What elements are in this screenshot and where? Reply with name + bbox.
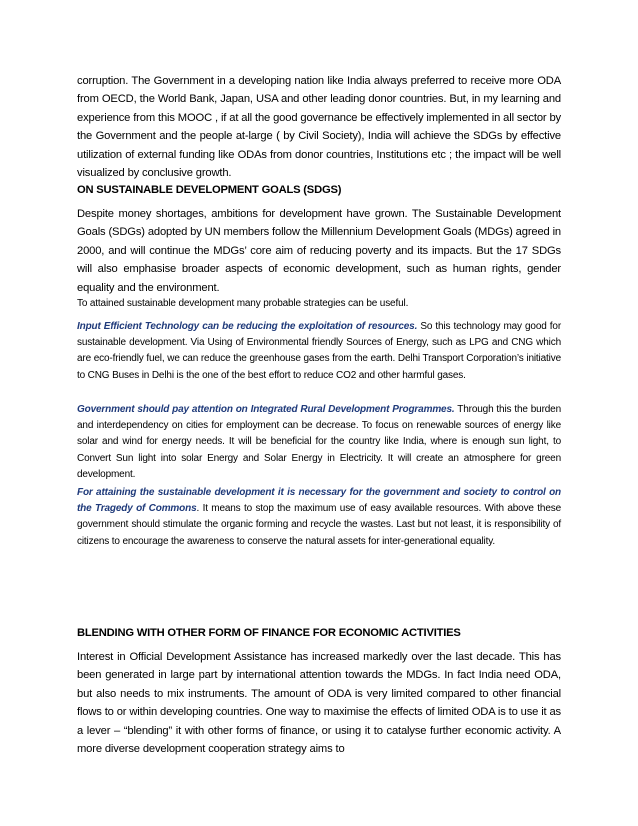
strategy-1-lead: Input Efficient Technology can be reducing the exploitation of resources.	[77, 321, 418, 332]
strategy-paragraph-1	[77, 319, 561, 384]
strategy-paragraph-3	[77, 485, 561, 550]
strategy-2-lead: Government should pay attention on Integrated Rural Development Programmes.	[77, 404, 455, 415]
intro-paragraph: corruption. The Government in a developing nation like India always preferred to receive more ODA from OECD, the World Bank, Japan, USA and other leading donor countries. But, in my learning and experience from this MOOC , if at all the good governance be effectively implemented in all sector by the Government and the people at-large ( by Civil Society), India will achieve the SDGs by effective utilization of external funding like ODAs from donor countries, Institutions etc ; the impact will be well visualized by conclusive growth.	[77, 75, 561, 180]
strategy-3-lead: For attaining the sustainable development it is necessary for the government and society to control on the Tragedy of Commons	[77, 487, 561, 515]
section-heading-sdgs: ON SUSTAINABLE DEVELOPMENT GOALS (SDGS)	[77, 184, 342, 196]
strategy-2-body: Through this the burden and interdependency on cities for employment can be decrease. To focus on renewable sources of energy like solar and wind for energy needs. It will be beneficial for the country like India, where is enough sun light, to Convert Sun light into solar Energy and Solar Energy in Electricity. It will create an atmosphere for green development.	[77, 404, 561, 480]
strategy-paragraph-2	[77, 402, 561, 483]
strategy-3-body: . It means to stop the maximum use of easy available resources. With above these government should stimulate the organic forming and recycle the wastes. Last but not least, it is responsibility of citizens to encourage the awareness to conserve the natural assets for inter-generational equality.	[77, 503, 561, 547]
strategies-intro-paragraph: To attained sustainable development many probable strategies can be useful.	[77, 298, 409, 309]
section-heading-blending: BLENDING WITH OTHER FORM OF FINANCE FOR ECONOMIC ACTIVITIES	[77, 627, 461, 639]
strategy-1-body: So this technology may good for sustainable development. Via Using of Environmental friendly Sources of Energy, such as LPG and CNG which are eco-friendly fuel, we can reduce the greenhouse gases from the earth. Delhi Transport Corporation’s initiative to CNG Buses in Delhi is the one of the best effort to reduce CO2 and other harmful gases.	[77, 321, 561, 381]
blending-paragraph: Interest in Official Development Assistance has increased markedly over the last decade. This has been generated in large part by international attention towards the MDGs. In fact India need ODA, but also needs to mix instruments. The amount of ODA is very limited compared to other financial flows to or within developing countries. One way to maximise the effects of limited ODA is to use it as a lever – “blending” it with other forms of finance, or using it to catalyse further economic activity. A more diverse development cooperation strategy aims to	[77, 651, 561, 756]
sdgs-paragraph: Despite money shortages, ambitions for development have grown. The Sustainable Development Goals (SDGs) adopted by UN members follow the Millennium Development Goals (MDGs) agreed in 2000, and will continue the MDGs’ core aim of reducing poverty and its impacts. But the 17 SDGs will also emphasise broader aspects of economic development, such as human rights, gender equality and the environment.	[77, 208, 561, 294]
